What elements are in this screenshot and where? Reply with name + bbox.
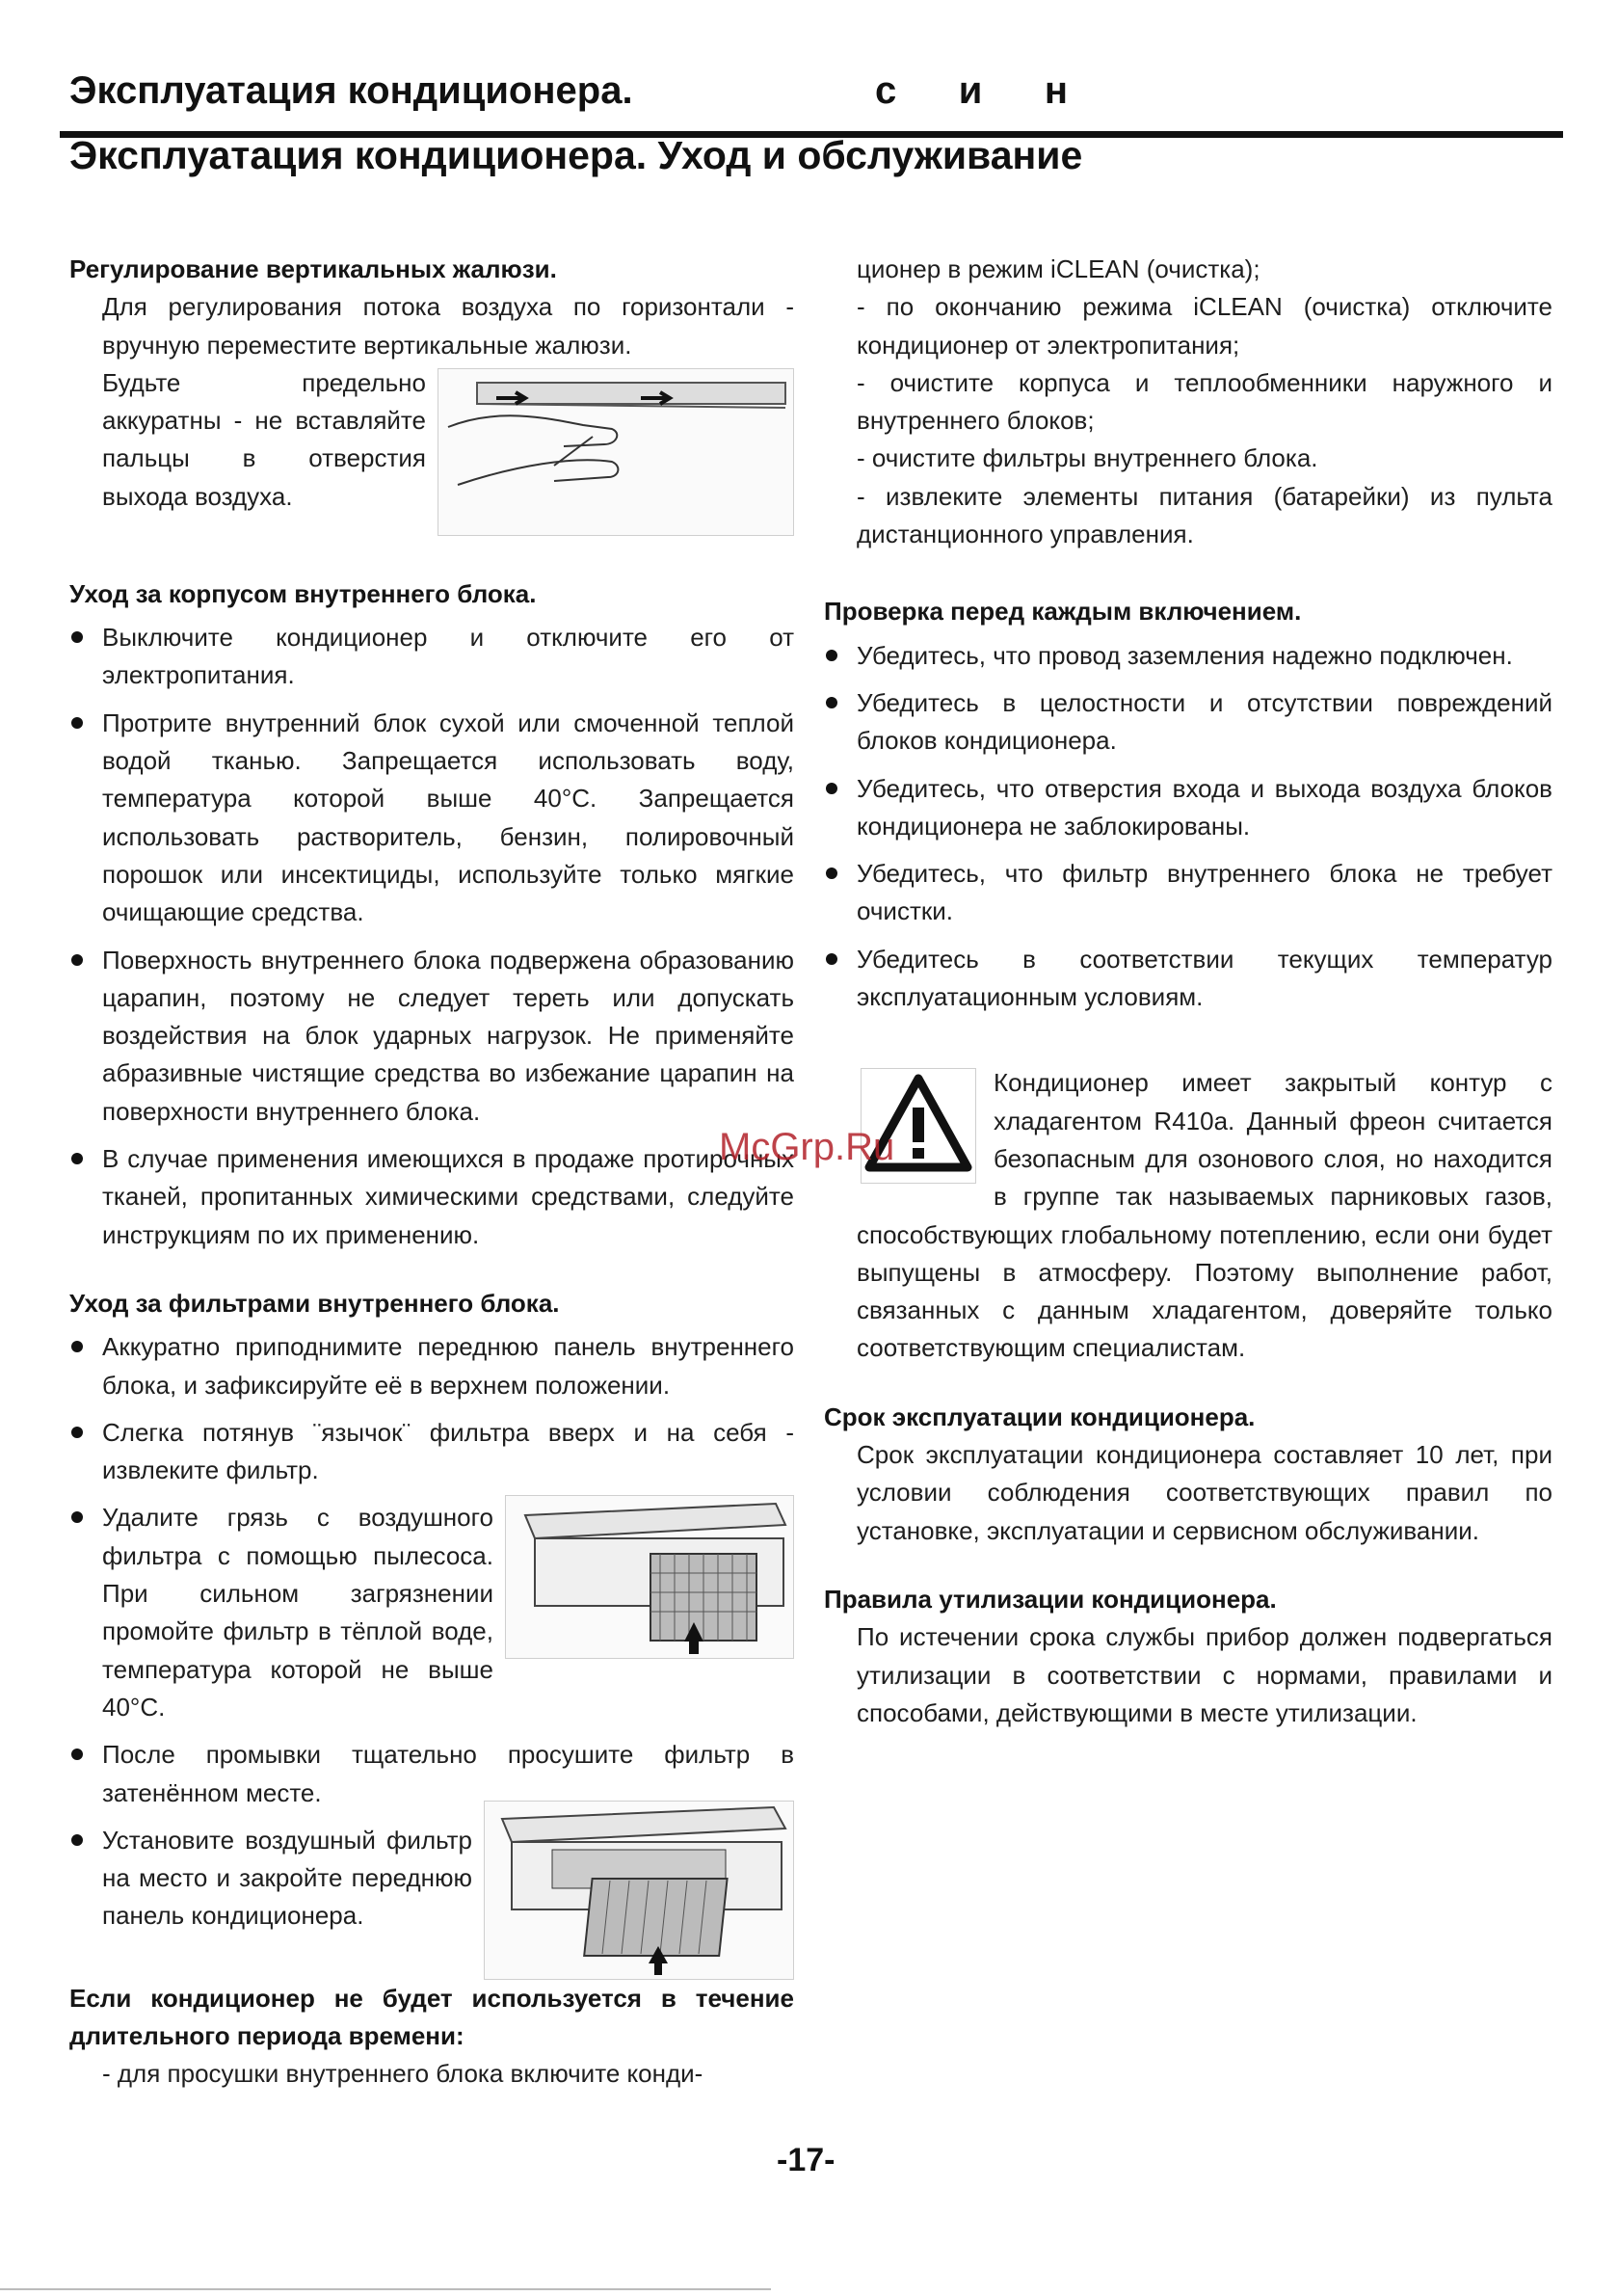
list-item-text: Протрите внутренний блок сухой или смоченной теплой водой тканью. Запрещается использовать воду, температура которой выше 40°C. Запрещается использовать растворитель, бензин, полировочный порошок или инсектициды, используйте только мягкие очищающие средства.	[102, 707, 794, 927]
refrigerant-warning	[824, 1064, 1552, 1367]
bullet-icon	[826, 697, 837, 708]
section-title-housing-care: Уход за корпусом внутреннего блока.	[69, 578, 537, 608]
list-item	[69, 1822, 794, 1936]
section-title-filter-care: Уход за фильтрами внутреннего блока.	[69, 1288, 560, 1318]
page-title: Эксплуатация кондиционера. Уход и обслуживание	[69, 133, 1083, 177]
bullet-icon	[71, 1834, 83, 1846]
list-item-text: Убедитесь, что отверстия входа и выхода воздуха блоков кондиционера не заблокированы.	[857, 773, 1552, 841]
list-item	[69, 1140, 794, 1254]
list-item-text: После промывки тщательно просушите фильтр в затенённом месте.	[102, 1740, 794, 1807]
filter-install-illustration	[484, 1801, 794, 1980]
list-item-text: Слегка потянув ¨язычок¨ фильтра вверх и на себя - извлеките фильтр.	[102, 1417, 794, 1485]
bullet-icon	[826, 868, 837, 879]
list-item-text: В случае применения имеющихся в продаже протирочных тканей, пропитанных химическими средствами, следуйте инструкциям по их применению.	[102, 1144, 794, 1249]
list-item	[824, 684, 1552, 761]
list-item	[69, 1328, 794, 1404]
header-letter: с	[875, 69, 897, 112]
section-title-long-idle: Если кондиционер не будет используется в течение длительного периода времени:	[69, 1983, 794, 2051]
list-item	[69, 1414, 794, 1490]
list-item-text: Убедитесь в целостности и отсутствии повреждений блоков кондиционера.	[857, 687, 1552, 756]
list-item	[69, 1499, 794, 1726]
list-item-text: Убедитесь в соответствии текущих температур эксплуатационным условиям.	[857, 944, 1552, 1012]
header-title: Эксплуатация кондиционера.	[69, 69, 633, 112]
bullet-icon	[71, 1511, 83, 1523]
list-item-text: Выключите кондиционер и отключите его от электропитания.	[102, 623, 794, 690]
bullet-icon	[826, 783, 837, 794]
left-column	[69, 251, 794, 2094]
bullet-icon	[71, 954, 83, 966]
bullet-icon	[71, 1749, 83, 1760]
bullet-icon	[826, 953, 837, 965]
idle-step: - по окончанию режима iCLEAN (очистка) отключите кондиционер от электропитания;	[857, 292, 1552, 360]
louvers-caution: Будьте предельно аккуратны - не вставляйте пальцы в отверстия выхода воздуха.	[102, 367, 426, 511]
list-item-text: Аккуратно приподнимите переднюю панель внутреннего блока, и зафиксируйте её в верхнем положении.	[102, 1332, 794, 1400]
list-item	[69, 619, 794, 695]
bullet-icon	[71, 1341, 83, 1352]
list-item-text: Убедитесь, что провод заземления надежно подключен.	[857, 640, 1513, 670]
louvers-paragraph: Для регулирования потока воздуха по горизонтали - вручную переместите вертикальные жалюзи.	[102, 292, 794, 360]
header-letter: н	[1044, 69, 1068, 112]
warning-text: Кондиционер имеет закрытый контур с хладагентом R410a. Данный фреон считается безопасным для озонового слоя, но находится в группе так называемых парниковых газов, способствующих глобальному потеплению, если они будет выпущены в атмосферу. Поэтому выполнение работ, связанных с данным хладагентом, доверяйте только соответствующим специалистам.	[857, 1068, 1552, 1363]
list-item	[824, 770, 1552, 846]
list-item	[69, 942, 794, 1131]
right-column	[824, 251, 1552, 1732]
service-life-text: Срок эксплуатации кондиционера составляет 10 лет, при условии соблюдения соответствующих правил по установке, эксплуатации и сервисном обслуживании.	[857, 1440, 1552, 1545]
list-item-text: Поверхность внутреннего блока подвержена образованию царапин, поэтому не следует тереть или допускать воздействия на блок ударных нагрузок. Не применяйте абразивные чистящие средства во избежание царапин на поверхности внутреннего блока.	[102, 945, 794, 1126]
list-item-text: Удалите грязь с воздушного фильтра с помощью пылесоса. При сильном загрязнении промойте фильтр в тёплой воде, температура которой не выше 40°C.	[102, 1503, 493, 1722]
bullet-icon	[71, 1427, 83, 1438]
list-item-text: Установите воздушный фильтр на место и закройте переднюю панель кондиционера.	[102, 1825, 472, 1931]
bullet-icon	[71, 631, 83, 643]
disposal-text: По истечении срока службы прибор должен подвергаться утилизации в соответствии с нормами, правилами и способами, действующими в месте утилизации.	[857, 1622, 1552, 1727]
watermark: McGrp.Ru	[719, 1126, 895, 1168]
header-letters	[875, 69, 1068, 113]
idle-step: ционер в режим iCLEAN (очистка);	[857, 254, 1260, 283]
bullet-icon	[71, 717, 83, 729]
bottom-edge-line	[0, 2288, 771, 2290]
list-item	[824, 941, 1552, 1017]
long-idle-line: - для просушки внутреннего блока включите конди-	[102, 2059, 703, 2089]
louvers-caution-block	[69, 364, 794, 536]
housing-care-list	[69, 619, 794, 1254]
idle-step: - извлеките элементы питания (батарейки) из пульта дистанционного управления.	[857, 481, 1552, 549]
idle-step: - очистите корпуса и теплообменники наружного и внутреннего блоков;	[857, 367, 1552, 436]
list-item-text: Убедитесь, что фильтр внутреннего блока не требует очистки.	[857, 859, 1552, 926]
list-item	[824, 637, 1552, 675]
list-item	[69, 705, 794, 932]
bullet-icon	[826, 650, 837, 661]
filter-removal-illustration	[505, 1495, 794, 1659]
section-title-pre-start-check: Проверка перед каждым включением.	[824, 597, 1302, 627]
pre-start-check-list	[824, 637, 1552, 1017]
louver-adjust-illustration	[438, 368, 794, 536]
idle-step: - очистите фильтры внутреннего блока.	[857, 443, 1318, 473]
list-item	[824, 855, 1552, 931]
header-letter: и	[958, 69, 983, 112]
bullet-icon	[71, 1153, 83, 1164]
section-title-louvers: Регулирование вертикальных жалюзи.	[69, 254, 557, 283]
page-number: -17-	[777, 2142, 836, 2178]
section-title-disposal: Правила утилизации кондиционера.	[824, 1584, 1277, 1614]
filter-care-list	[69, 1328, 794, 1935]
section-title-service-life: Срок эксплуатации кондиционера.	[824, 1402, 1256, 1431]
